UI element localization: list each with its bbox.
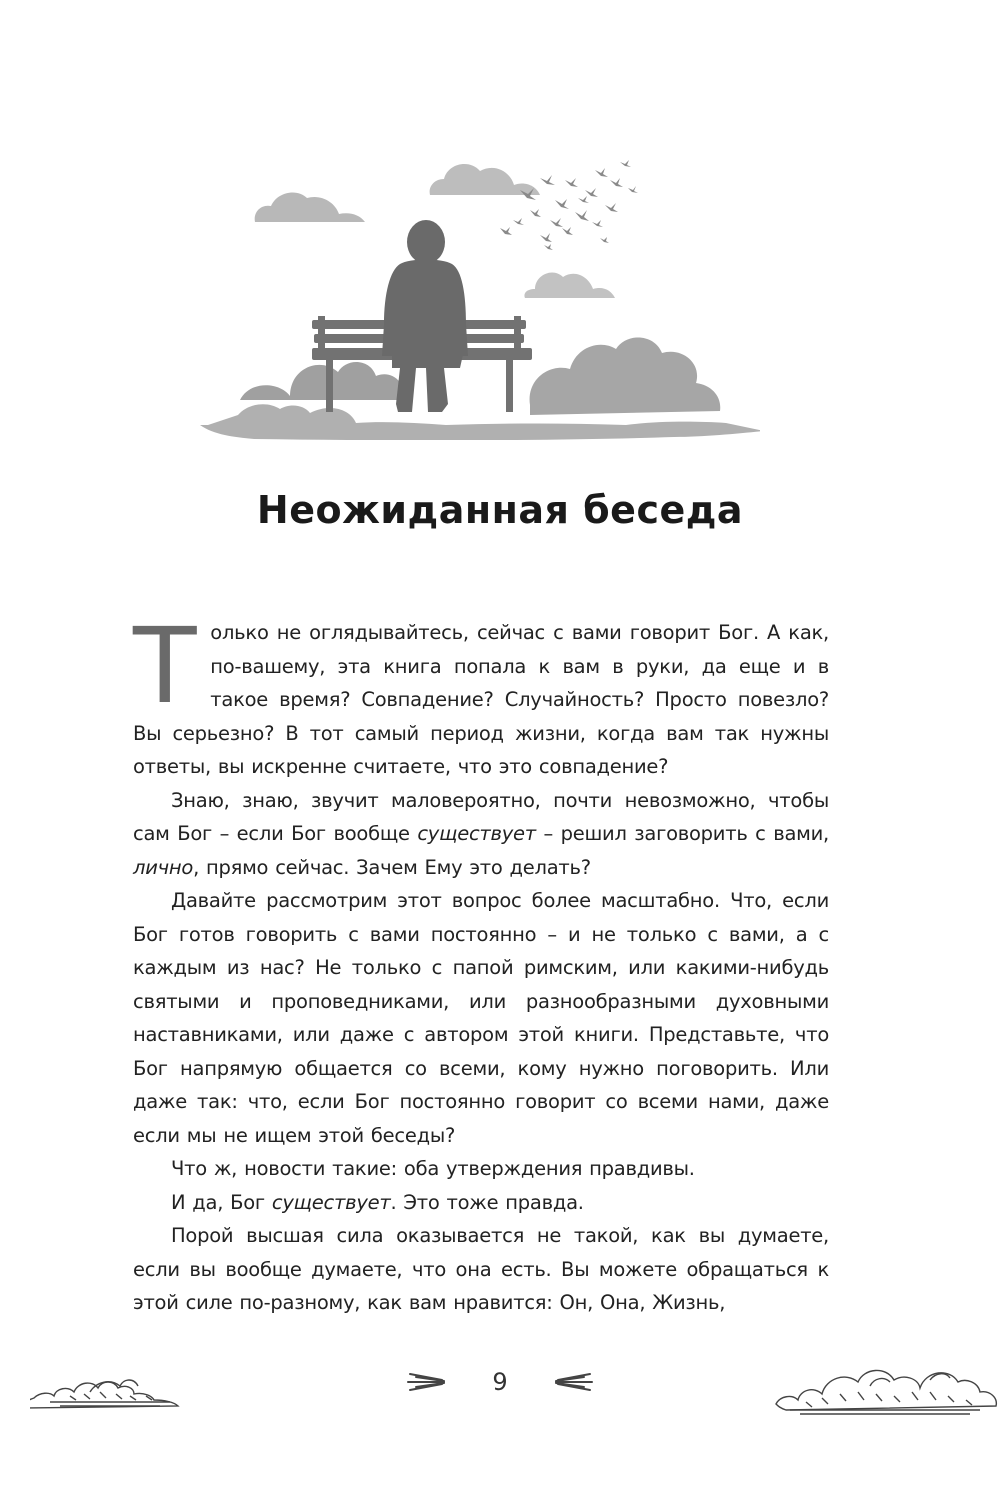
text-run: Знаю, знаю, звучит маловероятно, почти невозможно, чтобы сам Бог – если Бог вообще bbox=[133, 788, 829, 845]
text-run: олько не оглядывайтесь, сейчас с вами говорит Бог. А как, по-вашему, эта книга попала к вам в руки, да еще и в такое время? Совпадение? Случайность? Просто повезло? Вы серьезно? В тот самый период жизни, когда вам так нужны ответы, вы искренне считаете, что это совпадение? bbox=[133, 621, 829, 778]
cloud-icon bbox=[430, 164, 540, 195]
page-folio bbox=[400, 1362, 600, 1402]
text-run: Что ж, новости такие: оба утверждения правдивы. bbox=[171, 1157, 695, 1180]
cloud-icon bbox=[255, 192, 365, 222]
paragraph bbox=[133, 1152, 829, 1186]
birds-flock-icon bbox=[500, 160, 638, 250]
italic-emphasis: существует bbox=[271, 1190, 391, 1214]
italic-emphasis: лично bbox=[133, 855, 194, 879]
chapter-title: Неожиданная беседа bbox=[256, 488, 744, 532]
paragraph bbox=[133, 1186, 829, 1220]
text-run: , прямо сейчас. Зачем Ему это делать? bbox=[193, 855, 591, 879]
cloud-sketch-icon bbox=[770, 1334, 1000, 1424]
paragraph bbox=[133, 784, 829, 885]
text-run: . Это тоже правда. bbox=[390, 1190, 584, 1214]
italic-emphasis: существует bbox=[417, 822, 536, 845]
cloud-icon bbox=[524, 273, 615, 298]
cloud-sketch-icon bbox=[30, 1346, 220, 1416]
text-run: – решил заговорить с вами, bbox=[535, 822, 829, 845]
paragraph bbox=[133, 884, 829, 1152]
text-run: Давайте рассмотрим этот вопрос более масштабно. Что, если Бог готов говорить с вами постоянно – и не только с вами, а с каждым из нас? Не только с папой римским, или какими-нибудь святыми и проповедниками, или разнообразными духовными наставниками, или даже с автором этой книги. Представьте, что Бог напрямую общается со всеми, кому нужно поговорить. Или даже так: что, если Бог постоянно говорит со всеми нами, даже если мы не ищем этой беседы? bbox=[133, 889, 829, 1147]
text-run: И да, Бог bbox=[171, 1190, 272, 1214]
chapter-body bbox=[133, 605, 829, 1320]
page-number: 9 bbox=[492, 1368, 508, 1396]
paragraph bbox=[133, 1219, 829, 1320]
drop-cap: Т bbox=[133, 605, 197, 727]
sunburst-lines-icon bbox=[550, 1370, 594, 1394]
text-run: Порой высшая сила оказывается не такой, как вы думаете, если вы вообще думаете, что она есть. Вы можете обращаться к этой силе по-разному, как вам нравится: Он, Она, Жизнь, bbox=[133, 1224, 829, 1314]
man-on-bench-illustration bbox=[200, 150, 760, 440]
paragraph bbox=[133, 605, 829, 784]
